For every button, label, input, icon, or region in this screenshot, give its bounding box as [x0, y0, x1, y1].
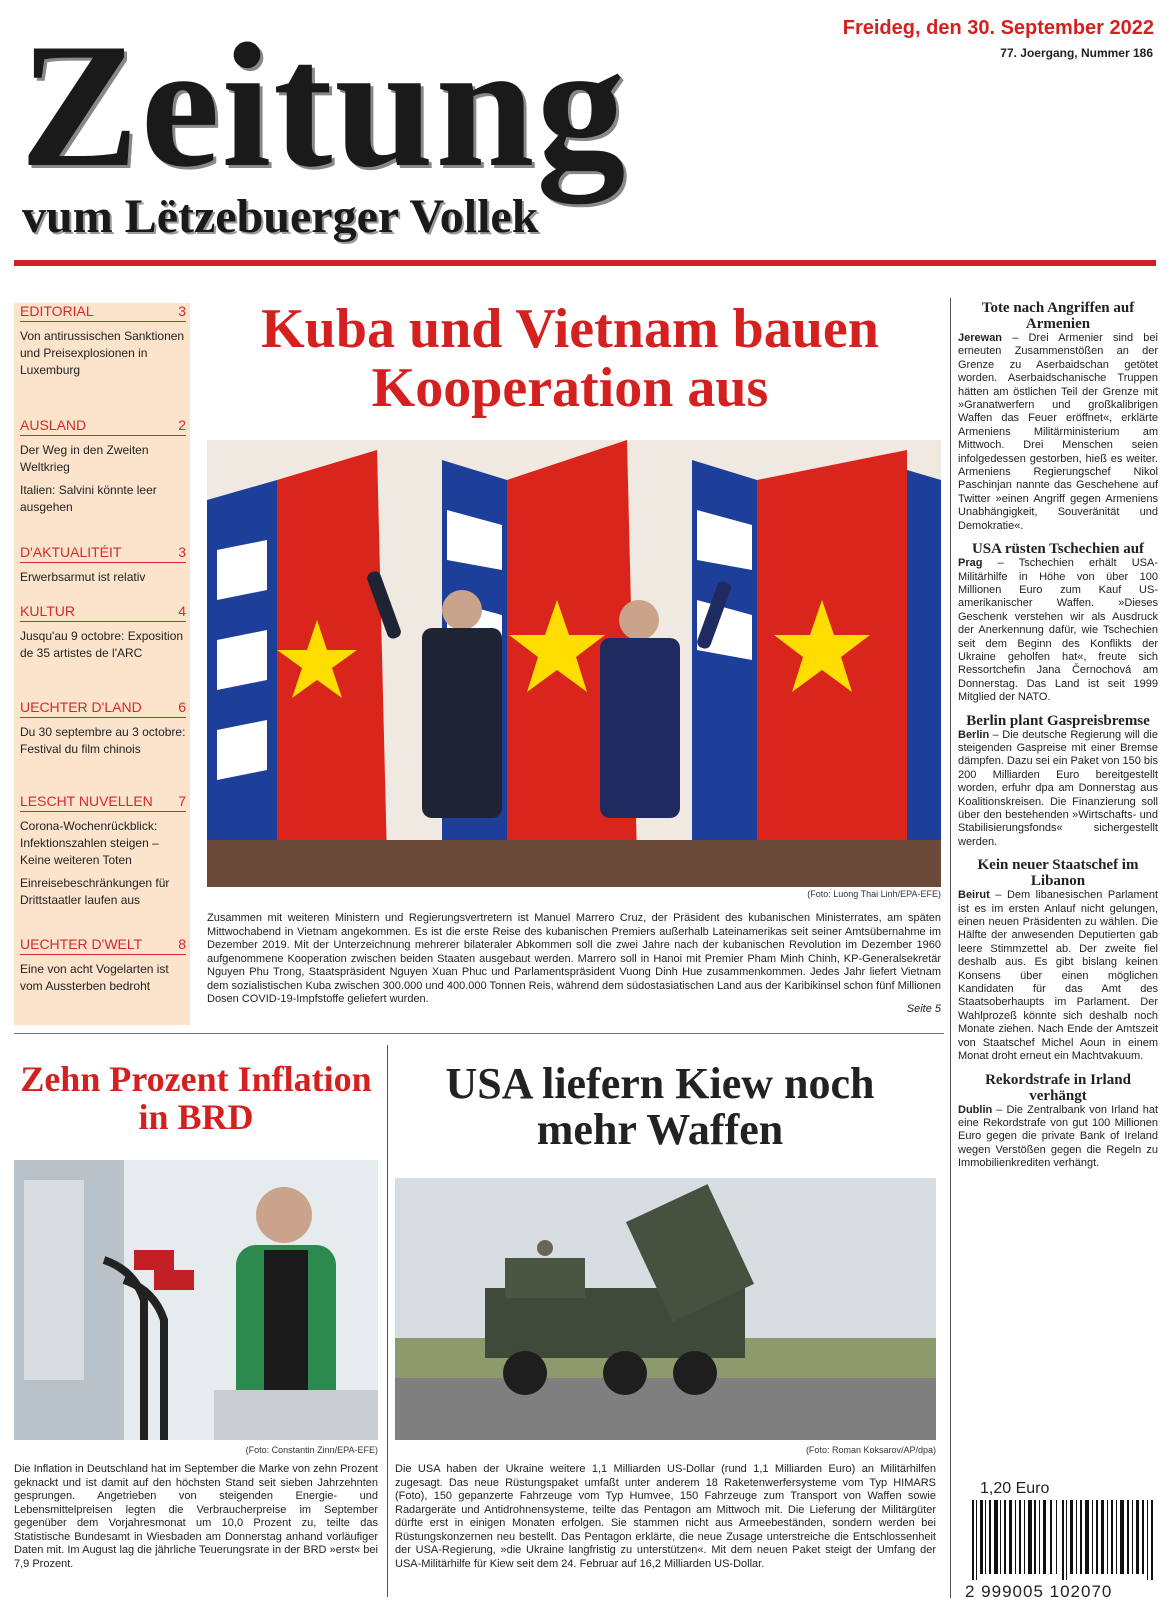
toc-item: Der Weg in den Zweiten Weltkrieg — [20, 443, 149, 474]
brief-body: – Die Zentralbank von Irland hat eine Rekordstrafe von gut 100 Millionen Euro gegen die private Bank of Ireland wegen Verstößen gegen die Regeln zu Immobilienkrediten verhängt. — [958, 1103, 1158, 1170]
barcode-icon — [970, 1500, 1158, 1580]
toc-item: Von antirussischen Sanktionen und Preisexplosionen in Luxemburg — [20, 329, 185, 377]
cuba-flag-icon — [207, 480, 277, 870]
toc-section-uechter-dland[interactable] — [20, 699, 186, 758]
brief-place: Prag — [958, 557, 983, 570]
brief-body: – Dem libanesischen Parlament ist es im ersten Anlauf nicht gelungen, einen neuen Präsidenten zu wählen. Die Hälfte der anwesenden Deputierten gab leere Stimmzettel ab. Der zweite fiel deshalb aus. Es gibt bislang keinen Konsens über einen möglichen Kandidaten für das Amt des Staatsoberhaupts im Parlament. Der Wahlprozeß könnte sich deshalb noch Monate ziehen. Nach Ende der Amtszeit von Staatschef Michel Aoun in einem Monat droht erneut ein Machtvakuum. — [958, 889, 1158, 1063]
brief-text — [958, 332, 1158, 533]
photo-credit: (Foto: Constantin Zinn/EPA-EFE) — [245, 1445, 378, 1455]
flags-photo — [207, 440, 941, 887]
masthead-subtitle: vum Lëtzebuerger Vollek — [22, 190, 539, 243]
brief-text — [958, 1104, 1158, 1171]
issue-number: 77. Joergang, Nummer 186 — [1000, 46, 1153, 60]
toc-section-editorial[interactable] — [20, 303, 186, 379]
masthead-title: Zeitung — [20, 6, 628, 204]
toc-page: 3 — [178, 544, 186, 560]
toc-head: KULTUR — [20, 603, 75, 619]
toc-section-kultur[interactable] — [20, 603, 186, 662]
brief-text — [958, 729, 1158, 850]
column-divider — [387, 1045, 388, 1597]
toc-item: Jusqu'au 9 octobre: Exposition de 35 artistes de l'ARC — [20, 629, 184, 660]
lead-headline[interactable]: Kuba und Vietnam bauen Kooperation aus — [261, 298, 879, 419]
toc-section-aktualiteit[interactable] — [20, 544, 186, 586]
column-divider — [950, 298, 951, 1598]
toc-page: 6 — [178, 699, 186, 715]
barcode-bars — [970, 1500, 1158, 1580]
toc-section-uechter-dwelt[interactable] — [20, 936, 186, 995]
toc-section-ausland[interactable] — [20, 417, 186, 516]
brief-place: Jerewan — [958, 332, 1003, 344]
section-divider — [14, 1033, 944, 1034]
brief-title[interactable]: Tote nach Angriffen auf Armenien — [981, 300, 1135, 332]
brief-text — [958, 889, 1158, 1063]
photo-credit: (Foto: Roman Koksarov/AP/dpa) — [805, 1445, 936, 1455]
toc-item: Du 30 septembre au 3 octobre: Festival du film chinois — [20, 725, 186, 756]
brief-title[interactable]: Berlin plant Gaspreisbremse — [966, 712, 1150, 729]
inflation-photo — [14, 1160, 378, 1440]
masthead-rule — [14, 260, 1156, 266]
gas-station-photo — [14, 1160, 378, 1440]
inflation-text: Die Inflation in Deutschland hat im September die Marke von zehn Prozent geknackt und ist damit auf den höchsten Stand seit sieben Jahrzehnten gesprungen. Angetrieben von steigenden Energie- und Lebensmittelpreisen legten die Verbraucherpreise im September gegenüber dem Vorjahresmonat um 10,0 Prozent zu, teilte das Statistische Bundesamt in Wiesbaden am Donnerstag anhand vorläufiger Daten mit. Im August lag die jährliche Teuerungsrate in der BRD »erst« bei 7,9 Prozent. — [14, 1463, 378, 1570]
inflation-headline[interactable]: Zehn Prozent Inflation in BRD — [20, 1059, 372, 1137]
brief-place: Berlin — [958, 728, 990, 741]
toc-item: Einreisebeschränkungen für Drittstaatler laufen aus — [20, 876, 170, 907]
toc-item: Italien: Salvini könnte leer ausgehen — [20, 483, 157, 514]
brief-body: – Drei Armenier sind bei erneuten Zusammenstößen an der Grenze zu Aserbaidschan getötet worden. Aserbaidschanische Truppen hätten am östlichen Teil der Grenze mit »Granatwerfern und großkalibrigen Waffen das Feuer eröffnet«, erklärte Armeniens Militärministerium am Mittwoch. Drei Menschen seien infolgedessen gestorben, hieß es weiter. Armeniens Regierungschef Nikol Paschinjan nannte das Geschehene auf Twitter »einen Angriff gegen Armeniens Unabhängigkeit, Souveränität und Demokratie«. — [958, 332, 1158, 532]
himars-photo — [395, 1178, 936, 1440]
lead-text: Zusammen mit weiteren Ministern und Regierungsvertretern ist Manuel Marrero Cruz, der Präsident des kubanischen Ministerrates, am späten Mittwochabend in Vietnam angekommen. Es ist die erste Reise des kubanischen Premiers außerhalb Lateinamerikas seit seiner Amtsübernahme im Dezember 2019. Mit der Unterzeichnung mehrerer bilateraler Abkommen soll die zwei Jahre nach der kubanischen Revolution im Dezember 1960 aufgenommene Kooperation zwischen beiden Staaten ausgebaut werden. Marrero soll in Hanoi mit Premier Pham Minh Chinh, KP-Generalsekretär Nguyen Phu Trong, Staatspräsident Nguyen Xuan Phuc und Parlamentspräsident Vuong Dinh Hue zusammenkommen. Jedes Jahr liefert Vietnam dem sozialistischen Kuba zwischen 300.000 und 400.000 Tonnen Reis, während dem südostasiatischen Land aus der Karibikinsel schon fünf Millionen Dosen COVID-19-Impfstoffe geliefert wurden. — [207, 912, 941, 1005]
toc-item: Erwerbsarmut ist relativ — [20, 570, 146, 584]
price-label: 1,20 Euro — [980, 1480, 1050, 1497]
barcode-number: 2 999005 102070 — [965, 1582, 1113, 1601]
toc-item: Eine von acht Vogelarten ist vom Aussterben bedroht — [20, 962, 169, 993]
vietnam-flag-icon — [277, 450, 387, 860]
toc-page: 7 — [178, 793, 186, 809]
weapons-photo — [395, 1178, 936, 1440]
toc-section-lescht-nuvellen[interactable] — [20, 793, 186, 909]
toc-head: UECHTER D'LAND — [20, 699, 142, 715]
toc-head: EDITORIAL — [20, 303, 94, 319]
page-reference[interactable]: Seite 5 — [906, 1003, 941, 1015]
brief-title[interactable]: USA rüsten Tschechien auf — [971, 541, 1145, 558]
news-briefs — [958, 300, 1158, 1179]
toc-item: Corona-Wochenrückblick: Infektionszahlen steigen – Keine weiteren Toten — [20, 819, 159, 867]
photo-credit: (Foto: Luong Thai Linh/EPA-EFE) — [807, 889, 941, 899]
brief-place: Beirut — [958, 889, 990, 902]
weapons-headline[interactable]: USA liefern Kiew noch mehr Waffen — [445, 1059, 875, 1155]
brief-body: – Tschechien erhält USA-Militärhilfe in Höhe von über 100 Millionen Euro zum Kauf US-amerikanischer Waffen. »Dieses Geschenk verstehen wir als Ausdruck der Anerkennung dafür, wie Tschechien seit dem Beginn des Konflikts der Ukraine geholfen hat«, freute sich Ressortchefin Jana Černochová am Donnerstag. Das Land ist seit 1999 Mitglied der NATO. — [958, 557, 1158, 704]
brief-place: Dublin — [958, 1103, 993, 1116]
toc-page: 8 — [178, 936, 186, 952]
brief-text — [958, 557, 1158, 704]
lead-photo — [207, 440, 941, 887]
brief-title[interactable]: Rekordstrafe in Irland verhängt — [985, 1071, 1131, 1104]
table-of-contents — [14, 303, 190, 1025]
toc-page: 3 — [178, 303, 186, 319]
brief-title[interactable]: Kein neuer Staatschef im Libanon — [977, 857, 1139, 890]
toc-head: UECHTER D'WELT — [20, 936, 143, 952]
toc-head: AUSLAND — [20, 417, 87, 433]
toc-page: 4 — [178, 603, 186, 619]
toc-head: D'AKTUALITÉIT — [20, 544, 122, 560]
weapons-text: Die USA haben der Ukraine weitere 1,1 Milliarden US-Dollar (rund 1,1 Milliarden Euro) an Militärhilfen zugesagt. Das neue Rüstungspaket umfaßt unter anderem 18 Raketenwerfersysteme vom Typ HIMARS (Foto), 150 gepanzerte Fahrzeuge vom Typ Humvee, 150 Fahrzeuge zum Transport von Waffen sowie Radargeräte und Antidrohnensysteme, teilte das Pentagon am Mittwoch mit. Die Lieferung der Militärgüter dürfte erst in einigen Monaten erfolgen. Sie stammen nicht aus Armeebeständen, sondern werden bei Rüstungskonzernen neu bestellt. Das Pentagon erklärte, die neue Zusage unterstreiche die Entschlossenheit der USA-Regierung, »die Ukraine langfristig zu unterstützen«. Mit dem neuen Paket steigt der Umfang der USA-Militärhilfe für Kiew seit dem 24. Februar auf 16,2 Milliarden US-Dollar. — [395, 1463, 936, 1570]
issue-date: Freideg, den 30. September 2022 — [842, 17, 1154, 39]
toc-head: LESCHT NUVELLEN — [20, 793, 153, 809]
toc-page: 2 — [178, 417, 186, 433]
brief-body: – Die deutsche Regierung will die steigenden Gaspreise mit einer Bremse dämpfen. Dazu sei ein Paket von 150 bis 200 Milliarden Euro bereitgestellt worden, erfuhr dpa am Donnerstag aus Koalitionskreisen. Die Finanzierung soll über den bestehenden »Wirtschafts- und Stabilisierungsfonds« sichergestellt werden. — [958, 728, 1158, 848]
